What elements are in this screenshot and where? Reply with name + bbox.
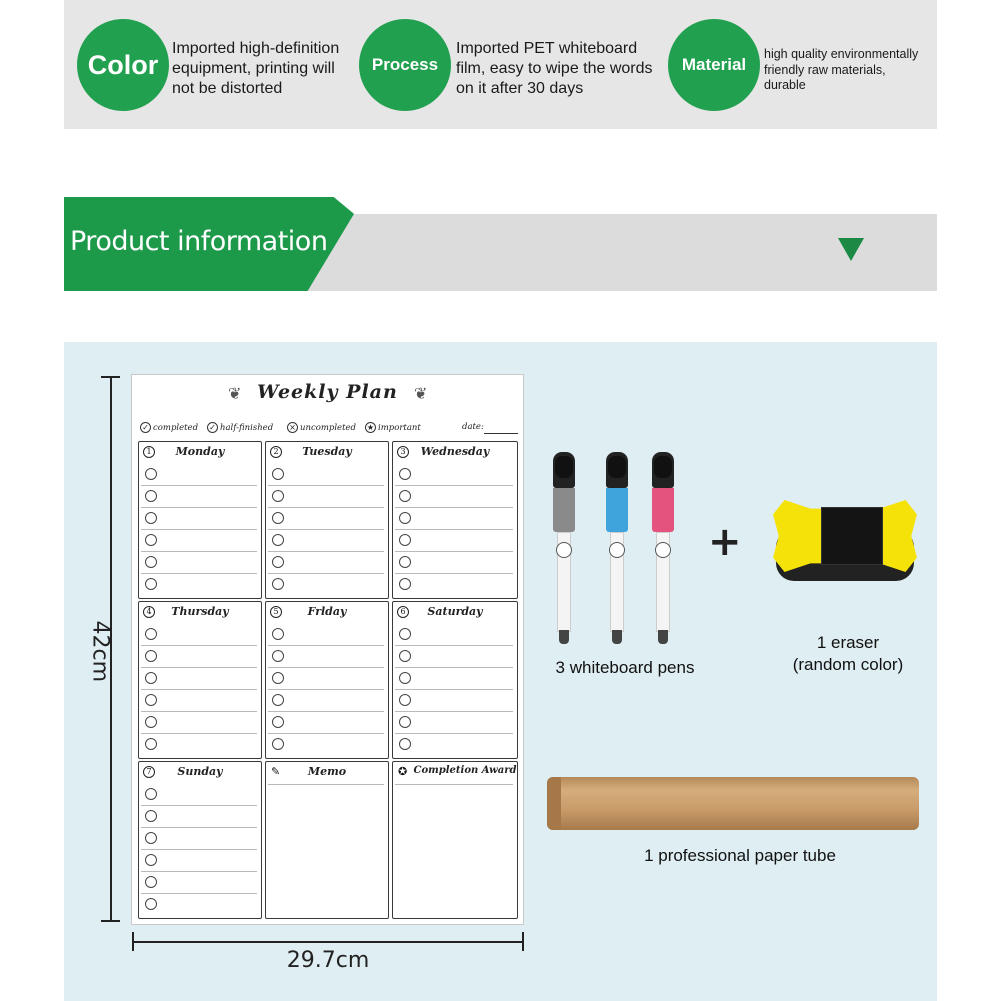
task-row	[141, 784, 257, 806]
whiteboard-pen-gray	[553, 452, 575, 647]
task-row	[141, 668, 257, 690]
task-row	[395, 508, 513, 530]
award-label: Completion Award	[413, 765, 517, 776]
day-name: Saturday	[427, 605, 483, 618]
checkbox-circle-icon	[145, 534, 157, 546]
process-description: Imported PET whiteboard film, easy to wipe the words on it after 30 days	[456, 40, 653, 97]
eraser-felt	[821, 507, 883, 565]
checkbox-circle-icon	[272, 738, 284, 750]
pen-cap	[553, 452, 575, 488]
checkbox-circle-icon	[145, 468, 157, 480]
task-row	[268, 690, 384, 712]
task-row	[141, 552, 257, 574]
day-name: Monday	[175, 445, 225, 458]
legend-label: half-finished	[220, 422, 274, 433]
star-circle-icon: ★	[366, 423, 375, 432]
checkbox-circle-icon	[399, 738, 411, 750]
memo-divider	[268, 784, 384, 785]
color-badge: Color	[77, 19, 169, 111]
pen-color-band	[652, 488, 674, 532]
day-number: 7	[143, 766, 155, 778]
task-row	[395, 486, 513, 508]
task-row	[395, 530, 513, 552]
day-name: Sunday	[177, 765, 223, 778]
task-row	[141, 734, 257, 756]
memo-pencil-icon: ✎	[271, 766, 281, 778]
task-row	[141, 806, 257, 828]
task-row	[268, 508, 384, 530]
checkbox-circle-icon	[399, 694, 411, 706]
checkbox-circle-icon	[272, 716, 284, 728]
section-title: Product information	[70, 226, 328, 257]
legend-completed	[140, 422, 198, 433]
left-ornament-icon: ❦	[228, 386, 242, 403]
checkbox-circle-icon	[272, 534, 284, 546]
eraser-caption-line2: (random color)	[792, 655, 904, 675]
check-circle-icon: ✓	[140, 422, 151, 433]
checkbox-circle-icon	[145, 854, 157, 866]
day-name: Wednesday	[420, 445, 490, 458]
award-box	[392, 761, 518, 919]
checkbox-circle-icon	[145, 898, 157, 910]
legend-important	[365, 422, 421, 433]
day-box-tuesday	[265, 441, 389, 599]
memo-box	[265, 761, 389, 919]
color-description: Imported high-definition equipment, printing will not be distorted	[172, 40, 340, 97]
checkbox-circle-icon	[399, 716, 411, 728]
triangle-down-icon	[838, 238, 864, 261]
date-line	[484, 433, 518, 434]
pen-cap	[606, 452, 628, 488]
tube-caption: 1 professional paper tube	[644, 846, 836, 865]
pen-cap-top	[654, 456, 672, 478]
checkbox-circle-icon	[399, 468, 411, 480]
legend-uncompleted	[287, 422, 356, 433]
pen-tip	[658, 630, 668, 644]
task-row	[268, 646, 384, 668]
checkbox-circle-icon	[272, 512, 284, 524]
memo-label: Memo	[307, 765, 347, 778]
task-row	[268, 530, 384, 552]
material-badge: Material	[668, 19, 760, 111]
weekly-plan-sheet	[131, 374, 524, 925]
checkbox-circle-icon	[145, 832, 157, 844]
checkbox-circle-icon	[272, 628, 284, 640]
checkbox-circle-icon	[272, 672, 284, 684]
checkbox-circle-icon	[272, 694, 284, 706]
checkbox-circle-icon	[145, 788, 157, 800]
day-box-friday	[265, 601, 389, 759]
process-badge: Process	[359, 19, 451, 111]
whiteboard-pen-blue	[606, 452, 628, 647]
task-row	[395, 668, 513, 690]
legend-half-finished	[207, 422, 273, 433]
eraser-caption-line1: 1 eraser	[816, 633, 880, 652]
task-row	[141, 712, 257, 734]
day-name: Tuesday	[302, 445, 352, 458]
checkbox-circle-icon	[145, 556, 157, 568]
checkbox-circle-icon	[272, 578, 284, 590]
task-row	[268, 574, 384, 596]
day-name: Frlday	[307, 605, 347, 618]
task-row	[395, 690, 513, 712]
task-row	[141, 508, 257, 530]
checkbox-circle-icon	[399, 650, 411, 662]
task-row	[395, 464, 513, 486]
task-row	[395, 552, 513, 574]
day-box-wednesday	[392, 441, 518, 599]
day-name: Thursday	[171, 605, 229, 618]
pen-cap-top	[555, 456, 573, 478]
task-row	[395, 712, 513, 734]
pens-caption: 3 whiteboard pens	[555, 658, 695, 677]
task-row	[268, 734, 384, 756]
pen-cap-top	[608, 456, 626, 478]
task-row	[268, 668, 384, 690]
width-dimension-line	[133, 941, 524, 943]
task-row	[395, 734, 513, 756]
task-row	[141, 486, 257, 508]
width-label: 29.7cm	[286, 948, 370, 973]
legend-label: uncompleted	[300, 422, 356, 433]
pen-tip	[612, 630, 622, 644]
paper-tube	[547, 777, 919, 830]
day-number: 5	[270, 606, 282, 618]
checkbox-circle-icon	[145, 628, 157, 640]
material-description: high quality environmentally friendly raw materials, durable	[764, 47, 919, 93]
checkbox-circle-icon	[399, 490, 411, 502]
checkbox-circle-icon	[399, 512, 411, 524]
task-row	[141, 690, 257, 712]
task-row	[395, 646, 513, 668]
task-row	[141, 872, 257, 894]
check-circle-icon: ✓	[207, 422, 218, 433]
task-row	[268, 624, 384, 646]
sheet-title: Weekly Plan	[257, 381, 398, 403]
legend-label: completed	[153, 422, 199, 433]
pen-color-band	[606, 488, 628, 532]
day-box-sunday	[138, 761, 262, 919]
checkbox-circle-icon	[145, 650, 157, 662]
task-row	[268, 552, 384, 574]
day-number: 4	[143, 606, 155, 618]
checkbox-circle-icon	[399, 534, 411, 546]
checkbox-circle-icon	[399, 628, 411, 640]
task-row	[141, 894, 257, 916]
day-box-monday	[138, 441, 262, 599]
day-box-saturday	[392, 601, 518, 759]
checkbox-circle-icon	[272, 556, 284, 568]
day-box-thursday	[138, 601, 262, 759]
task-row	[141, 574, 257, 596]
checkbox-circle-icon	[399, 672, 411, 684]
pen-color-band	[553, 488, 575, 532]
day-number: 2	[270, 446, 282, 458]
checkbox-circle-icon	[145, 672, 157, 684]
day-number: 6	[397, 606, 409, 618]
task-row	[395, 624, 513, 646]
pen-logo-icon	[556, 542, 572, 558]
width-dimension-cap-right	[522, 932, 524, 951]
legend-label: important	[378, 422, 421, 433]
checkbox-circle-icon	[145, 512, 157, 524]
award-divider	[395, 784, 513, 785]
task-row	[395, 574, 513, 596]
award-medal-icon: ✪	[398, 766, 408, 778]
date-label: date:	[462, 422, 484, 432]
height-dimension-cap-top	[101, 376, 120, 378]
checkbox-circle-icon	[399, 556, 411, 568]
pen-logo-icon	[609, 542, 625, 558]
cross-circle-icon: ×	[287, 422, 298, 433]
width-dimension-cap-left	[132, 932, 134, 951]
paper-tube-end	[547, 777, 561, 830]
task-row	[141, 646, 257, 668]
eraser-caption	[768, 632, 928, 676]
task-row	[141, 464, 257, 486]
pen-logo-icon	[655, 542, 671, 558]
checkbox-circle-icon	[145, 738, 157, 750]
day-number: 1	[143, 446, 155, 458]
plus-icon: +	[708, 519, 742, 565]
checkbox-circle-icon	[145, 876, 157, 888]
task-row	[141, 828, 257, 850]
checkbox-circle-icon	[145, 716, 157, 728]
checkbox-circle-icon	[399, 578, 411, 590]
checkbox-circle-icon	[272, 650, 284, 662]
day-number: 3	[397, 446, 409, 458]
checkbox-circle-icon	[145, 578, 157, 590]
pen-cap	[652, 452, 674, 488]
checkbox-circle-icon	[145, 810, 157, 822]
checkbox-circle-icon	[272, 490, 284, 502]
checkbox-circle-icon	[145, 490, 157, 502]
task-row	[141, 624, 257, 646]
task-row	[268, 464, 384, 486]
checkbox-circle-icon	[272, 468, 284, 480]
task-row	[141, 530, 257, 552]
height-dimension-cap-bottom	[101, 920, 120, 922]
task-row	[141, 850, 257, 872]
task-row	[268, 712, 384, 734]
checkbox-circle-icon	[145, 694, 157, 706]
task-row	[268, 486, 384, 508]
height-label: 42cm	[87, 620, 113, 683]
whiteboard-pen-pink	[652, 452, 674, 647]
pen-tip	[559, 630, 569, 644]
right-ornament-icon: ❦	[414, 386, 428, 403]
